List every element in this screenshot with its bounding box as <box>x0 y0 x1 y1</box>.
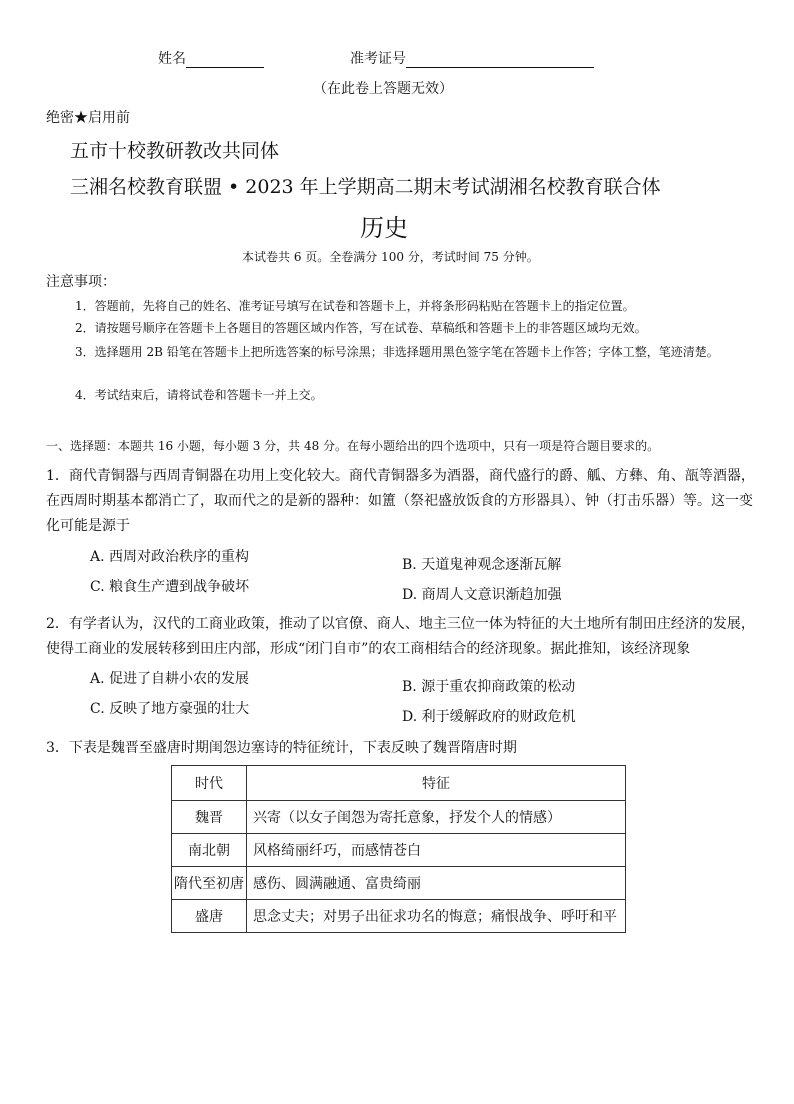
org-title-1: 五市十校教研教改共同体 <box>70 140 280 162</box>
question-3-stem: 3．下表是魏晋至盛唐时期闺怨边塞诗的特征统计，下表反映了魏晋隋唐时期 <box>46 740 517 756</box>
name-label: 姓名 <box>158 51 186 67</box>
exam-number-field <box>350 48 594 68</box>
feature-cell: 思念丈夫；对男子出征求功名的悔意；痛恨战争、呼吁和平 <box>247 900 626 933</box>
exam-number-blank <box>406 51 594 68</box>
notes-title: 注意事项： <box>46 274 116 290</box>
era-cell: 盛唐 <box>172 900 247 933</box>
table-header-row <box>172 766 626 801</box>
q1-option-a: A. 西周对政治秩序的重构 <box>90 549 250 565</box>
section-heading: 一、选择题：本题共 16 小题，每小题 3 分，共 48 分。在每小题给出的四个选项中，只有一项是符合题目要求的。 <box>46 439 660 453</box>
column-header-feature: 特征 <box>247 766 626 801</box>
feature-cell: 感伤、圆满融通、富贵绮丽 <box>247 867 626 900</box>
poetry-features-table <box>171 765 626 933</box>
feature-cell: 兴寄（以女子闺怨为寄托意象，抒发个人的情感） <box>247 801 626 834</box>
exam-info: 本试卷共 6 页。全卷满分 100 分，考试时间 75 分钟。 <box>242 250 539 264</box>
q1-option-b: B. 天道鬼神观念逐渐瓦解 <box>402 557 562 573</box>
invalid-note: （在此卷上答题无效） <box>313 81 453 97</box>
confidential-mark: 绝密★启用前 <box>46 110 130 126</box>
column-header-era: 时代 <box>172 766 247 801</box>
era-cell: 魏晋 <box>172 801 247 834</box>
name-field <box>158 48 264 68</box>
note-item: 4．考试结束后，请将试卷和答题卡一并上交。 <box>75 388 323 402</box>
note-item: 1．答题前，先将自己的姓名、准考证号填写在试卷和答题卡上，并将条形码粘贴在答题卡上的指定位置。 <box>75 299 635 313</box>
q2-option-d: D. 利于缓解政府的财政危机 <box>402 709 576 725</box>
org-title-2: 三湘名校教育联盟 • 2023 年上学期高二期末考试湖湘名校教育联合体 <box>70 176 661 198</box>
q2-option-b: B. 源于重农抑商政策的松动 <box>402 679 576 695</box>
note-item: 2．请按题号顺序在答题卡上各题目的答题区域内作答，写在试卷、草稿纸和答题卡上的非答题区域均无效。 <box>75 321 647 335</box>
table-row <box>172 900 626 933</box>
table-row <box>172 834 626 867</box>
era-cell: 隋代至初唐 <box>172 867 247 900</box>
table-row <box>172 867 626 900</box>
table-row <box>172 801 626 834</box>
q1-option-d: D. 商周人文意识渐趋加强 <box>402 587 562 603</box>
feature-cell: 风格绮丽纤巧，而感情苍白 <box>247 834 626 867</box>
name-blank <box>186 51 264 68</box>
era-cell: 南北朝 <box>172 834 247 867</box>
q2-option-c: C. 反映了地方豪强的壮大 <box>90 701 250 717</box>
q1-option-c: C. 粮食生产遭到战争破坏 <box>90 579 250 595</box>
question-1-stem: 1．商代青铜器与西周青铜器在功用上变化较大。商代青铜器多为酒器，商代盛行的爵、觚、方彝、角、瓿等酒器，在西周时期基本都消亡了，取而代之的是新的器种：如簠（祭祀盛放饭食的方形器具）、钟（打击乐器）等。这一变化可能是源于 <box>46 468 755 534</box>
exam-number-label: 准考证号 <box>350 51 406 67</box>
subject-title: 历史 <box>360 214 408 242</box>
question-2-stem: 2．有学者认为，汉代的工商业政策，推动了以官僚、商人、地主三位一体为特征的大土地所有制田庄经济的发展，使得工商业的发展转移到田庄内部，形成“闭门自市”的农工商相结合的经济现象。据此推知，该经济现象 <box>46 616 755 657</box>
q2-option-a: A. 促进了自耕小农的发展 <box>90 671 250 687</box>
note-item: 3．选择题用 2B 铅笔在答题卡上把所选答案的标号涂黑；非选择题用黑色签字笔在答题卡上作答；字体工整，笔迹清楚。 <box>75 345 719 359</box>
